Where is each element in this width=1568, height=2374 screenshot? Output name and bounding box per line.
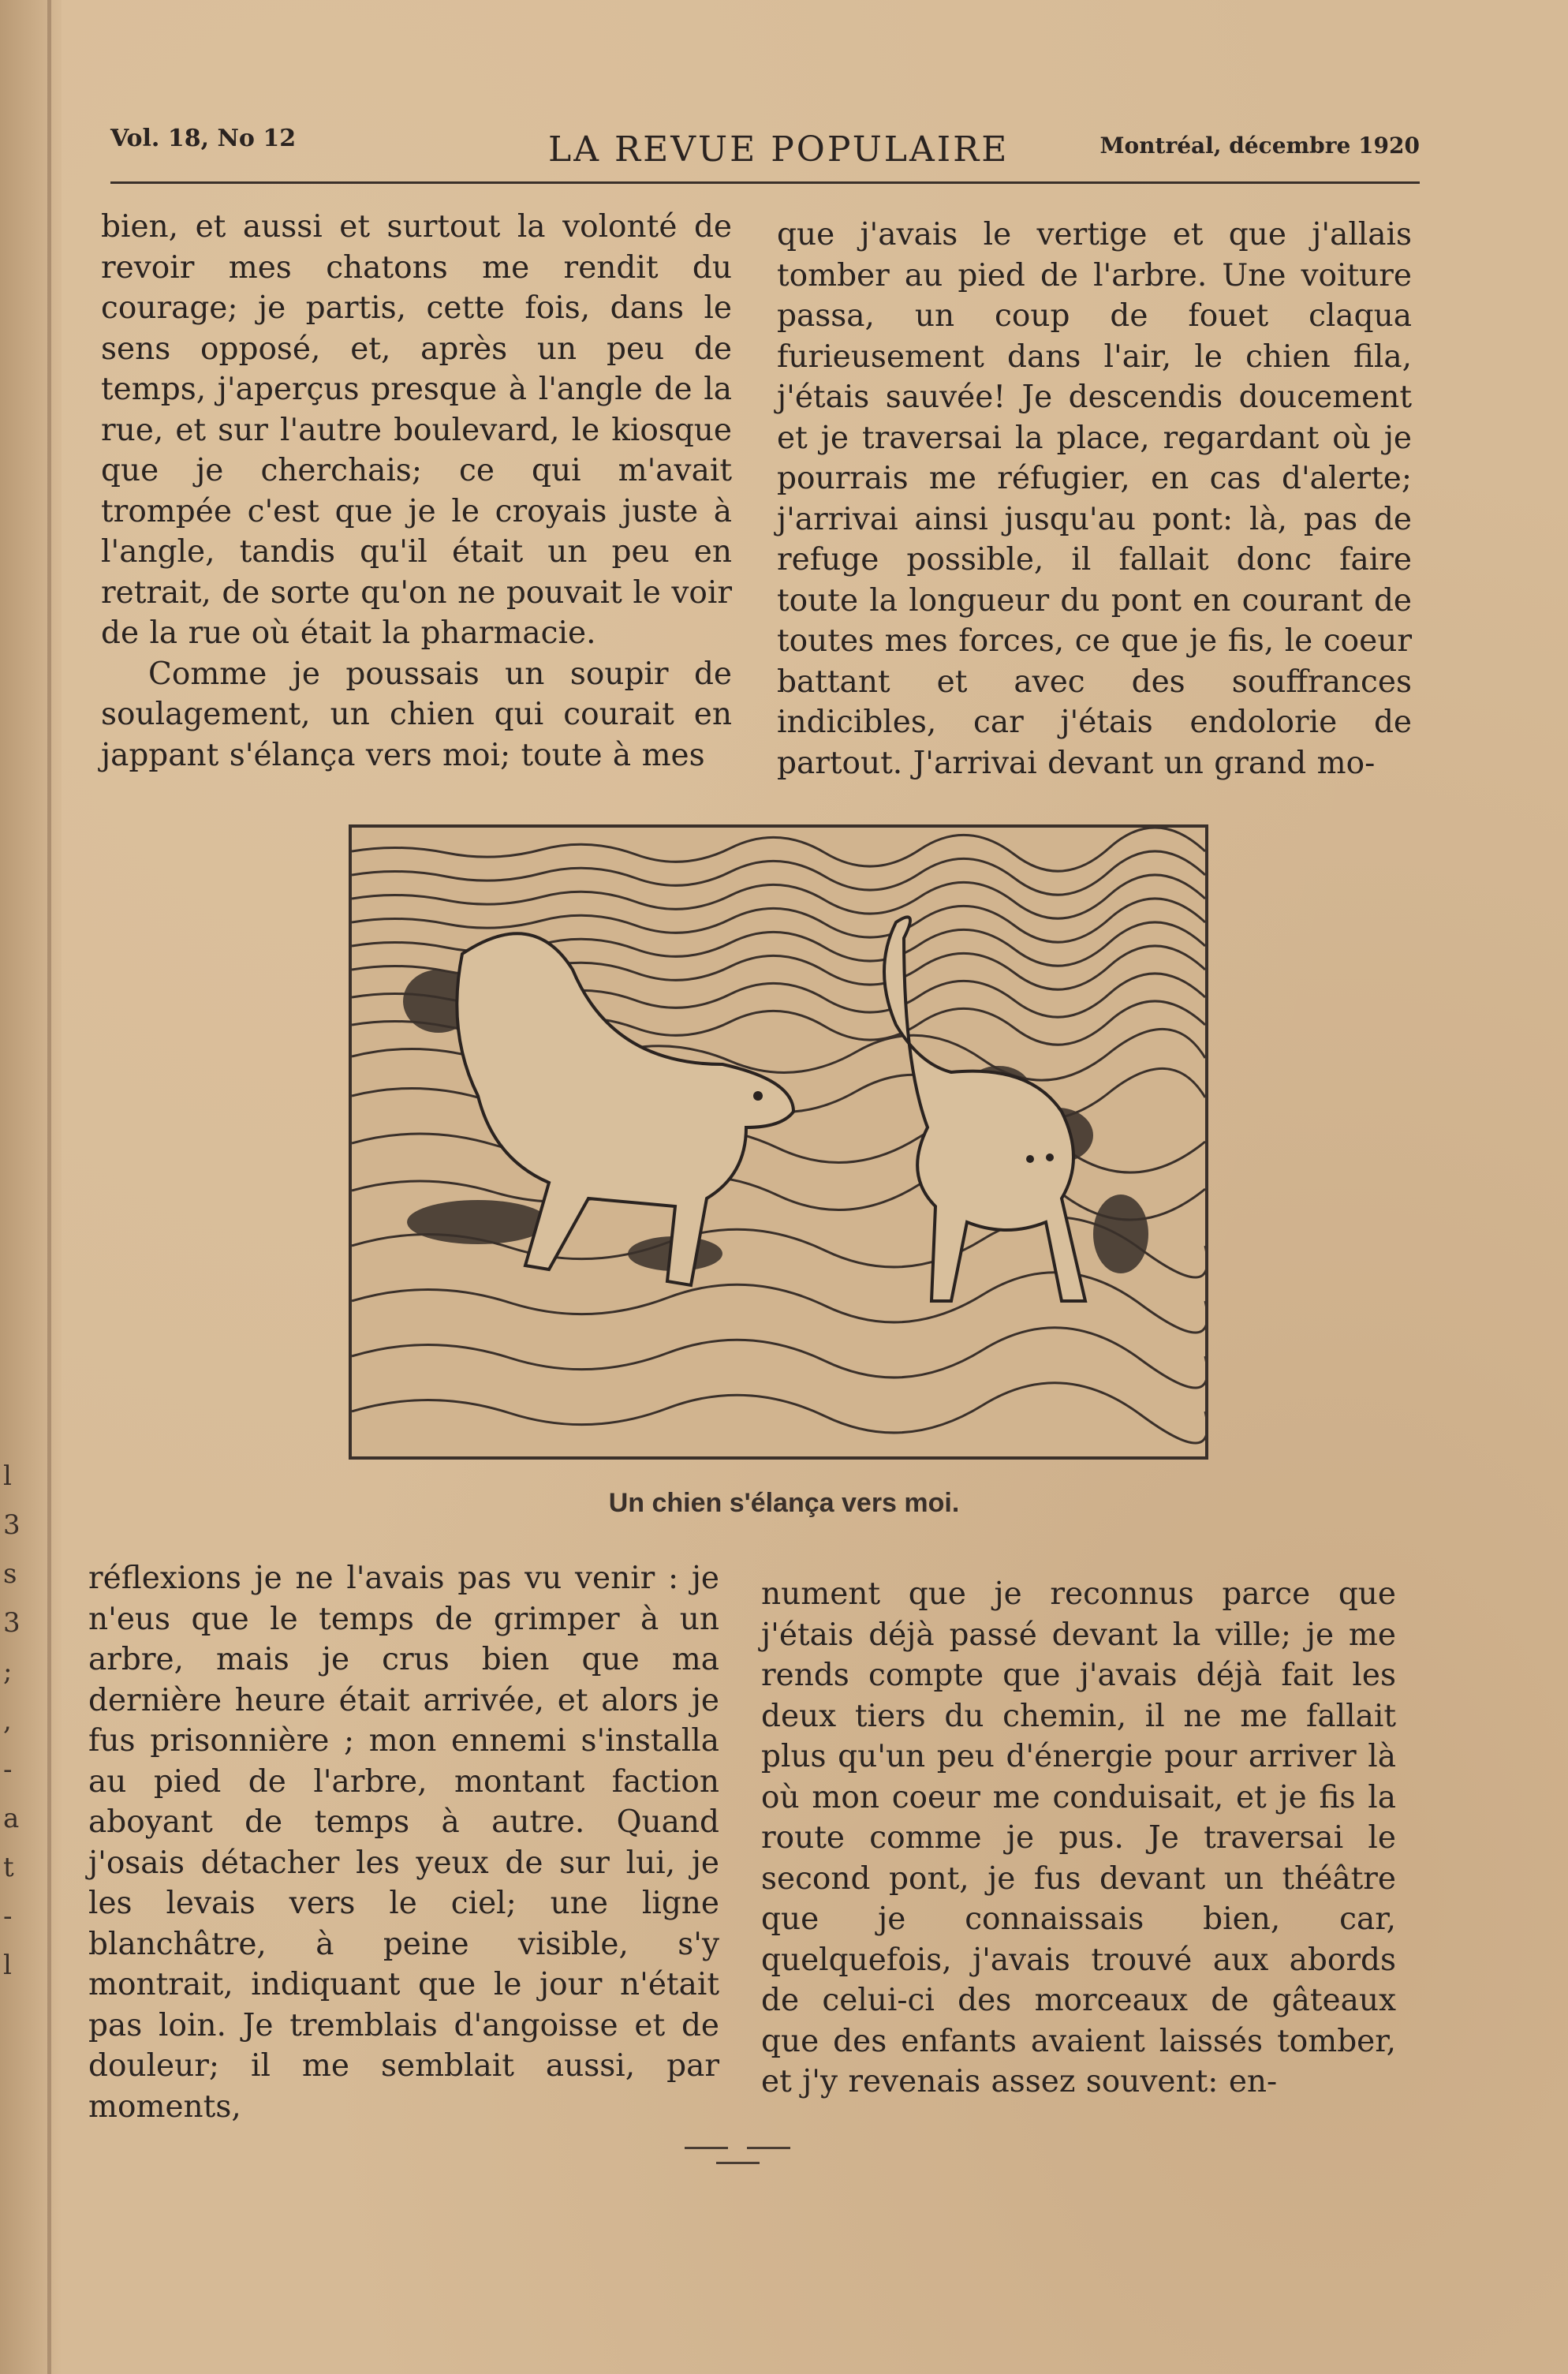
bottom-left-column: [88, 1558, 719, 2127]
paragraph: réflexions je ne l'avais pas vu venir : je n'eus que le temps de grimper à un arbre, mais je crus bien que ma dernière heure était arrivée, et alors je fus prisonnière ; mon ennemi s'installa au pied de l'arbre, montant faction aboyant de temps à autre. Quand j'osais détacher les yeux de sur lui, je les levais vers le ciel; une ligne blanchâtre, à peine visible, s'y montrait, indiquant que le jour n'était pas loin. Je tremblais d'angoisse et de douleur; il me semblait aussi, par moments,: [88, 1561, 719, 2125]
paragraph: bien, et aussi et surtout la volonté de revoir mes chatons me rendit du courage; je partis, cette fois, dans le sens opposé, et, après un peu de temps, j'aperçus presque à l'angle de la rue, et sur l'autre boulevard, le kiosque que je cherchais; ce qui m'avait trompée c'est que je le croyais juste à l'angle, tandis qu'il était un peu en retrait, de sorte qu'on ne pouvait le voir de la rue où était la pharmacie.: [101, 209, 732, 651]
issue-date: Montréal, décembre 1920: [1099, 133, 1420, 159]
illustration: [349, 824, 1208, 1460]
margin-mark: ;: [3, 1656, 13, 1688]
margin-mark: a: [3, 1803, 20, 1834]
margin-mark: l: [3, 1950, 12, 1981]
margin-marks: [3, 1452, 19, 1990]
margin-mark: -: [3, 1754, 13, 1785]
margin-mark: -: [3, 1901, 13, 1932]
margin-mark: t: [3, 1852, 14, 1883]
paragraph: Comme je poussais un soupir de soulagement, un chien qui courait en jappant s'élança vers moi; toute à mes: [101, 656, 732, 773]
dog-chasing-cat-engraving: [352, 828, 1205, 1456]
header-rule: [110, 181, 1420, 184]
margin-mark: s: [3, 1558, 17, 1590]
publication-title: LA REVUE POPULAIRE: [548, 129, 1010, 170]
running-header: [110, 110, 1420, 170]
paragraph: que j'avais le vertige et que j'allais tomber au pied de l'arbre. Une voiture passa, un coup de fouet claqua furieusement dans l'air, le chien fila, j'étais sauvée! Je descendis doucement et je traversai la place, regardant où je pourrais me réfugier, en cas d'alerte; j'arrivai ainsi jusqu'au pont: là, pas de refuge possible, il fallait donc faire toute la longueur du pont en courant de toutes mes forces, ce que je fis, le coeur battant et avec des souffrances indicibles, car j'étais endolorie de partout. J'arrivai devant un grand mo-: [777, 217, 1412, 781]
top-right-column: [777, 215, 1412, 783]
margin-mark: l: [3, 1460, 12, 1492]
top-left-column: [101, 207, 732, 776]
margin-mark: 3: [3, 1509, 21, 1541]
margin-mark: ,: [3, 1705, 12, 1737]
bottom-right-column: [761, 1574, 1396, 2103]
binding-gutter: [0, 0, 62, 2374]
volume-number: Vol. 18, No 12: [110, 125, 297, 152]
section-end-ornament: [647, 2140, 828, 2155]
margin-mark: 3: [3, 1607, 21, 1639]
paragraph: nument que je reconnus parce que j'étais déjà passé devant la ville; je me rends compte que j'avais déjà fait les deux tiers du chemin, il ne me fallait plus qu'un peu d'énergie pour arriver là où mon coeur me conduisait, et je fis la route comme je pus. Je traversai le second pont, je fus devant un théâtre que je connaissais bien, car, quelquefois, j'avais trouvé aux abords de celui-ci des morceaux de gâteaux que des enfants avaient laissés tomber, et j'y revenais assez souvent: en-: [761, 1576, 1396, 2099]
gutter-rule: [47, 0, 51, 2374]
illustration-caption: Un chien s'élança vers moi.: [608, 1488, 960, 1518]
